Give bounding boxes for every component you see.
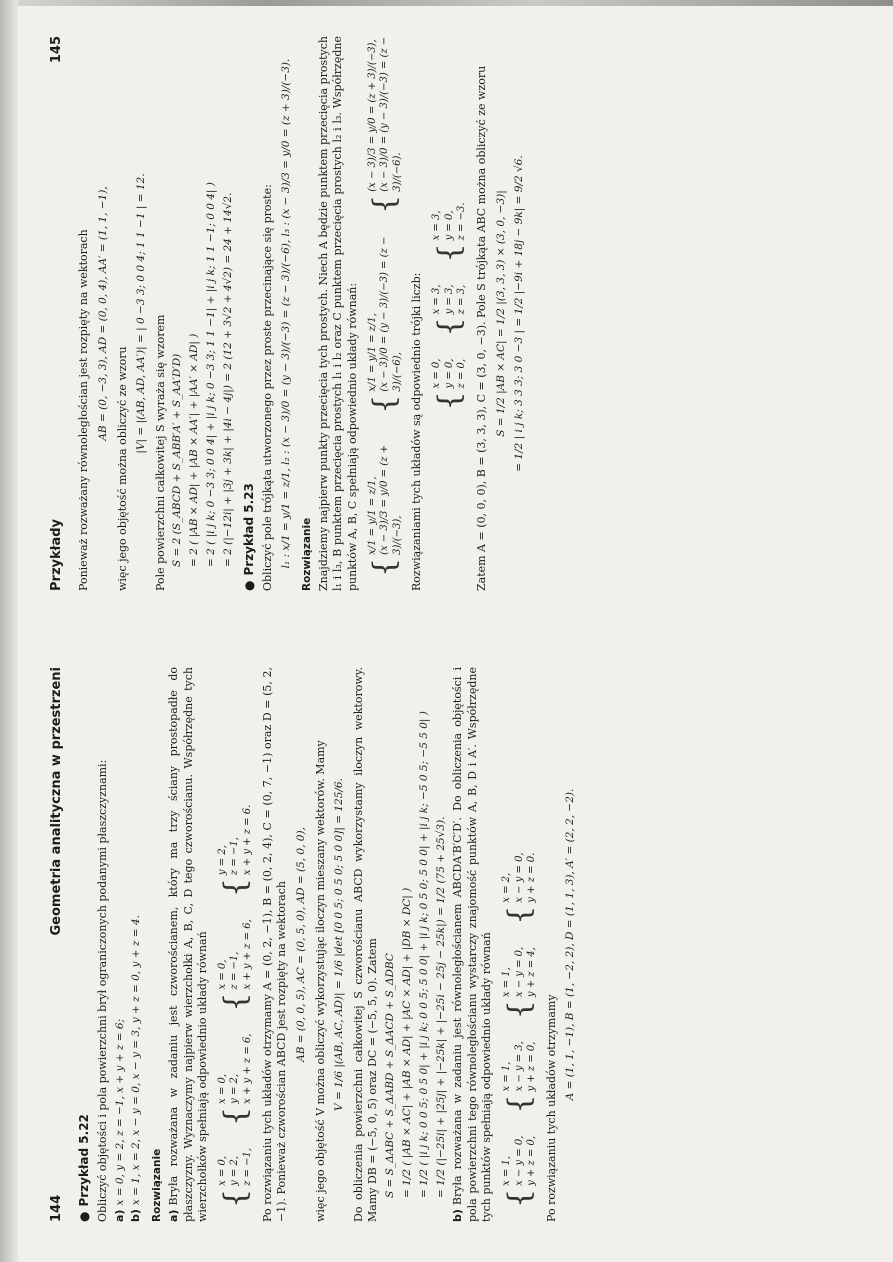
- running-title-right: Przykłady: [49, 518, 64, 591]
- solution-triple-2: [430, 284, 470, 336]
- points-b-equation: A = (1, 1, −1), B = (1, −2, 2), D = (1, 1, 3), A′ = (2, 2, −2).: [564, 788, 577, 1101]
- final-equation-2: = 1/2 | i j k; 3 3 3; 3 0 −3 | = 1/2 |−9i + 18j − 9k| = 9/2 √6.: [513, 155, 526, 472]
- eq-line: y = 2,: [229, 1155, 241, 1186]
- eq-line: x = 0,: [431, 358, 443, 389]
- example-5-22-intro: Obliczyć objętości i pola powierzchni brył ograniczonych podanymi płaszczyznami:: [95, 759, 109, 1222]
- eq-line: y = 2,: [216, 845, 228, 876]
- systems-intersection: [365, 36, 405, 577]
- eq-line: x = 1,: [501, 1155, 513, 1186]
- brace-icon: {: [501, 1094, 537, 1114]
- area-equation-a-2: = 1/2 ( |AB × AC| + |AB × AD| + |AC × AD| + |DB × DC| ): [400, 887, 413, 1198]
- brace-icon: {: [217, 1106, 253, 1126]
- eq-line: x = 1,: [501, 967, 513, 998]
- brace-icon: {: [431, 243, 467, 263]
- solution-b-label: b): [451, 1209, 465, 1222]
- solution-b: [451, 667, 495, 1222]
- brace-icon: {: [367, 394, 403, 414]
- task-a-label: a): [112, 1209, 126, 1222]
- eq-line: x/1 = y/1 = z/1,: [366, 313, 378, 392]
- eq-line: x = 0,: [216, 959, 228, 990]
- area-equation-b-2: = 2 ( |AB × AD| + |AB × AA′| + |AA′ × AD| ): [188, 333, 201, 567]
- area-equation-b-1: S = 2 (S_ABCD + S_ABB′A′ + S_AA′D′D): [171, 353, 184, 567]
- eq-line: x − y = 0,: [513, 1135, 525, 1186]
- eq-line: y = 0,: [443, 210, 455, 241]
- brace-icon: {: [217, 1188, 253, 1208]
- systems-a: [216, 667, 256, 1208]
- eq-line: (x − 3)/0 = (y − 3)/(−3) = (z − 3)/(−6),: [379, 236, 403, 392]
- systems-solutions: [430, 36, 470, 577]
- brace-icon: {: [501, 905, 537, 925]
- eq-line: y = 3,: [443, 284, 455, 315]
- eq-line: y = 0,: [443, 358, 455, 389]
- page-number-right: 145: [49, 36, 64, 64]
- final-equation-1: S = 1/2 |AB × AC| = 1/2 |(3, 3, 3) × (3, 0, −3)|: [494, 190, 507, 437]
- eq-line: x − y = 0,: [513, 946, 525, 998]
- brace-icon: {: [501, 1000, 537, 1020]
- eq-line: x − y = 0,: [513, 852, 525, 903]
- example-label: Przykład 5.23: [241, 483, 256, 576]
- eq-line: z = −1,: [241, 1147, 253, 1186]
- vectors-a-equation: AB = (0, 0, 5), AC = (0, 5, 0), AD = (5, 0, 0),: [294, 827, 307, 1062]
- brace-icon: {: [367, 194, 403, 214]
- system-c-1: [365, 436, 405, 577]
- eq-line: z = −3.: [456, 202, 468, 241]
- right-page-header: [48, 36, 65, 591]
- eq-line: x = 0,: [216, 1073, 228, 1104]
- eq-line: (x − 3)/3 = y/0 = (z + 3)/(−3),: [366, 39, 378, 192]
- systems-b: [500, 667, 540, 1208]
- area-equation-b-3: = 2 ( |i j k; 0 −3 3; 0 0 4| + |i j k; 0 −3 3; 1 1 −1| + |i j k; 1 1 −1; 0 0 4| ): [205, 182, 218, 567]
- right-paragraph-4: Rozwiązaniami tych układów są odpowiednio trójki liczb:: [410, 272, 424, 591]
- after-systems-a: Po rozwiązaniu tych układów otrzymamy A = (0, 2, −1), B = (0, 2, 4), C = (0, 7, −1) oraz D = (5, 2, −1). Ponieważ czworościan ABCD jest rozpięty na wektorach: [260, 667, 289, 1222]
- task-b: [129, 667, 144, 1222]
- brace-icon: {: [431, 391, 467, 411]
- eq-line: x/1 = y/1 = z/1,: [366, 476, 378, 555]
- right-paragraph-2: więc jego objętość można obliczyć ze wzoru: [115, 346, 129, 591]
- vectors-b-equation: AB = (0, −3, 3), AD = (0, 0, 4), AA′ = (1, 1, −1),: [96, 186, 109, 441]
- page-number-left: 144: [49, 1194, 64, 1222]
- system-c-2: [365, 236, 405, 414]
- solution-5-23-text: Znajdziemy najpierw punkty przecięcia tych prostych. Niech A będzie punktem przecięcia prostych l₁ i l₃, B punktem przecięcia prostych l₁ i l₂ oraz C punktem przecięcia prostych l₂ i l₃. Współrzędne punktów A, B, C spełniają odpowiednio układy równań:: [316, 36, 359, 591]
- system-b-3: [500, 947, 540, 1019]
- area-equation-b-4: = 2 (|−12i| + |3j + 3k| + |4i − 4j|) = 2 (12 + 3√2 + 4√2) = 24 + 14√2.: [222, 192, 234, 567]
- area-equation-a-3: = 1/2 ( |i j k; 0 0 5; 0 5 0| + |i j k; 0 0 5; 5 0 0| + |i j k; 0 5 0; 5 0 0| + |i j k; −5 0 5; −5 5 0| ): [417, 711, 430, 1198]
- task-a: [113, 667, 128, 1222]
- bullet-icon: ●: [241, 580, 256, 591]
- eq-line: x + y + z = 6.: [241, 804, 253, 876]
- example-5-23-heading: [242, 36, 258, 591]
- system-a-4: [216, 805, 256, 897]
- area-equation-a-4: = 1/2 (|−25i| + |25j| + |−25k| + |−25i − 25j − 25k|) = 1/2 (75 + 25√3).: [434, 816, 447, 1198]
- system-a-1: [216, 1148, 256, 1208]
- solution-a-text: Bryła rozważana w zadaniu jest czworościanem, który ma trzy ściany prostopadłe do płaszczyzny. Wyznaczymy najpierw wierzchołki A, B, C, D tego czworościanu. Współrzędne tych wierzchołków spełniają odpowiednio układy równań: [167, 667, 210, 1222]
- system-b-4: [500, 852, 540, 924]
- task-a-math: x = 0, y = 2, z = −1, x + y + z = 6;: [113, 1018, 126, 1206]
- task-b-label: b): [129, 1209, 143, 1222]
- running-title-left: Geometria analityczna w przestrzeni: [49, 667, 64, 936]
- eq-line: z = −1,: [229, 951, 241, 990]
- eq-line: z = 0,: [456, 358, 468, 389]
- lines-equation: l₁ : x/1 = y/1 = z/1, l₂ : (x − 3)/0 = (y − 3)/(−3) = (z − 3)/(−6), l₃ : (x − 3)/3 = y/0 = (z + 3)/(−3).: [280, 58, 293, 569]
- eq-line: y + z = 4,: [526, 947, 538, 998]
- volume-text-a: więc jego objętość V można obliczyć wykorzystując iloczyn mieszany wektorów. Mamy: [313, 740, 327, 1222]
- eq-line: (x − 3)/3 = y/0 = (z + 3)/(−3),: [379, 445, 403, 555]
- bullet-icon: ●: [77, 1211, 92, 1222]
- task-b-math: x = 1, x = 2, x − y = 0, x − y = 3, y + z = 0, y + z = 4.: [130, 915, 143, 1206]
- after-systems-b: Po rozwiązaniu tych układów otrzymamy: [544, 994, 558, 1222]
- eq-line: z = −1,: [229, 837, 241, 876]
- solution-a-label: a): [167, 1209, 181, 1222]
- solution-heading-left: Rozwiązanie: [151, 1148, 164, 1222]
- eq-line: y = 2,: [229, 1073, 241, 1104]
- volume-equation-b: |V| = |(AB, AD, AA′)| = | 0 −3 3; 0 0 4; 1 1 −1 | = 12.: [135, 173, 148, 454]
- eq-line: x = 2,: [501, 872, 513, 903]
- eq-line: x = 0,: [216, 1155, 228, 1186]
- eq-line: x = 1,: [501, 1061, 513, 1092]
- right-paragraph-1: Ponieważ rozważany równoległościan jest rozpięty na wektorach: [77, 229, 91, 591]
- solution-a: [167, 667, 211, 1222]
- example-label: Przykład 5.22: [77, 1114, 92, 1207]
- eq-line: x = 3,: [431, 210, 443, 241]
- eq-line: x − y = 3,: [513, 1041, 525, 1092]
- eq-line: z = 3,: [456, 284, 468, 315]
- left-page-header: [48, 667, 65, 1222]
- system-a-2: [216, 1034, 256, 1126]
- right-paragraph-3: Pole powierzchni całkowitej S wyraża się wzorem: [153, 314, 167, 591]
- left-page: [0, 631, 893, 1262]
- right-paragraph-5: Zatem A = (0, 0, 0), B = (3, 3, 3), C = (3, 0, −3). Pole S trójkąta ABC można obliczyć ze wzoru: [474, 65, 488, 591]
- system-b-1: [500, 1136, 540, 1208]
- brace-icon: {: [217, 878, 253, 898]
- brace-icon: {: [501, 1188, 537, 1208]
- eq-line: y + z = 0.: [526, 852, 538, 903]
- area-text-a: Do obliczenia powierzchni całkowitej S czworościanu ABCD wykorzystamy iloczyn wektorowy. Mamy DB = (−5, 0, 5) oraz DC = (−5, 5, 0). Zatem: [351, 667, 380, 1222]
- brace-icon: {: [431, 317, 467, 337]
- eq-line: x = 3,: [431, 284, 443, 315]
- solution-triple-3: [430, 202, 470, 262]
- brace-icon: {: [217, 992, 253, 1012]
- solution-heading-right: Rozwiązanie: [301, 517, 314, 591]
- eq-line: y + z = 0,: [526, 1041, 538, 1092]
- example-5-22-heading: [77, 667, 93, 1222]
- area-equation-a-1: S = S_ΔABC + S_ΔABD + S_ΔACD + S_ΔDBC: [383, 953, 396, 1198]
- eq-line: x + y + z = 6,: [241, 1033, 253, 1104]
- system-b-2: [500, 1041, 540, 1113]
- solution-b-text: Bryła rozważana w zadaniu jest równoległościanem ABCDA′B′C′D′. Do obliczenia objętości i pola powierzchni tego równoległościanu wystarczy znajomość punktów A, B, D i A′. Współrzędne tych punktów spełniają odpowiednio układy równań: [451, 667, 494, 1222]
- eq-line: x + y + z = 6,: [241, 919, 253, 990]
- volume-equation-a: V = 1/6 |(AB, AC, AD)| = 1/6 |det [0 0 5; 0 5 0; 5 0 0]| = 125/6.: [333, 778, 346, 1111]
- eq-line: (x − 3)/0 = (y − 3)/(−3) = (z − 3)/(−6).: [379, 36, 403, 192]
- system-c-3: [365, 36, 405, 214]
- eq-line: y + z = 0,: [526, 1135, 538, 1186]
- solution-triple-1: [430, 359, 470, 411]
- system-a-3: [216, 919, 256, 1011]
- brace-icon: {: [367, 557, 403, 577]
- example-5-23-intro: Obliczyć pole trójkąta utworzonego przez proste przecinające się proste:: [260, 184, 274, 591]
